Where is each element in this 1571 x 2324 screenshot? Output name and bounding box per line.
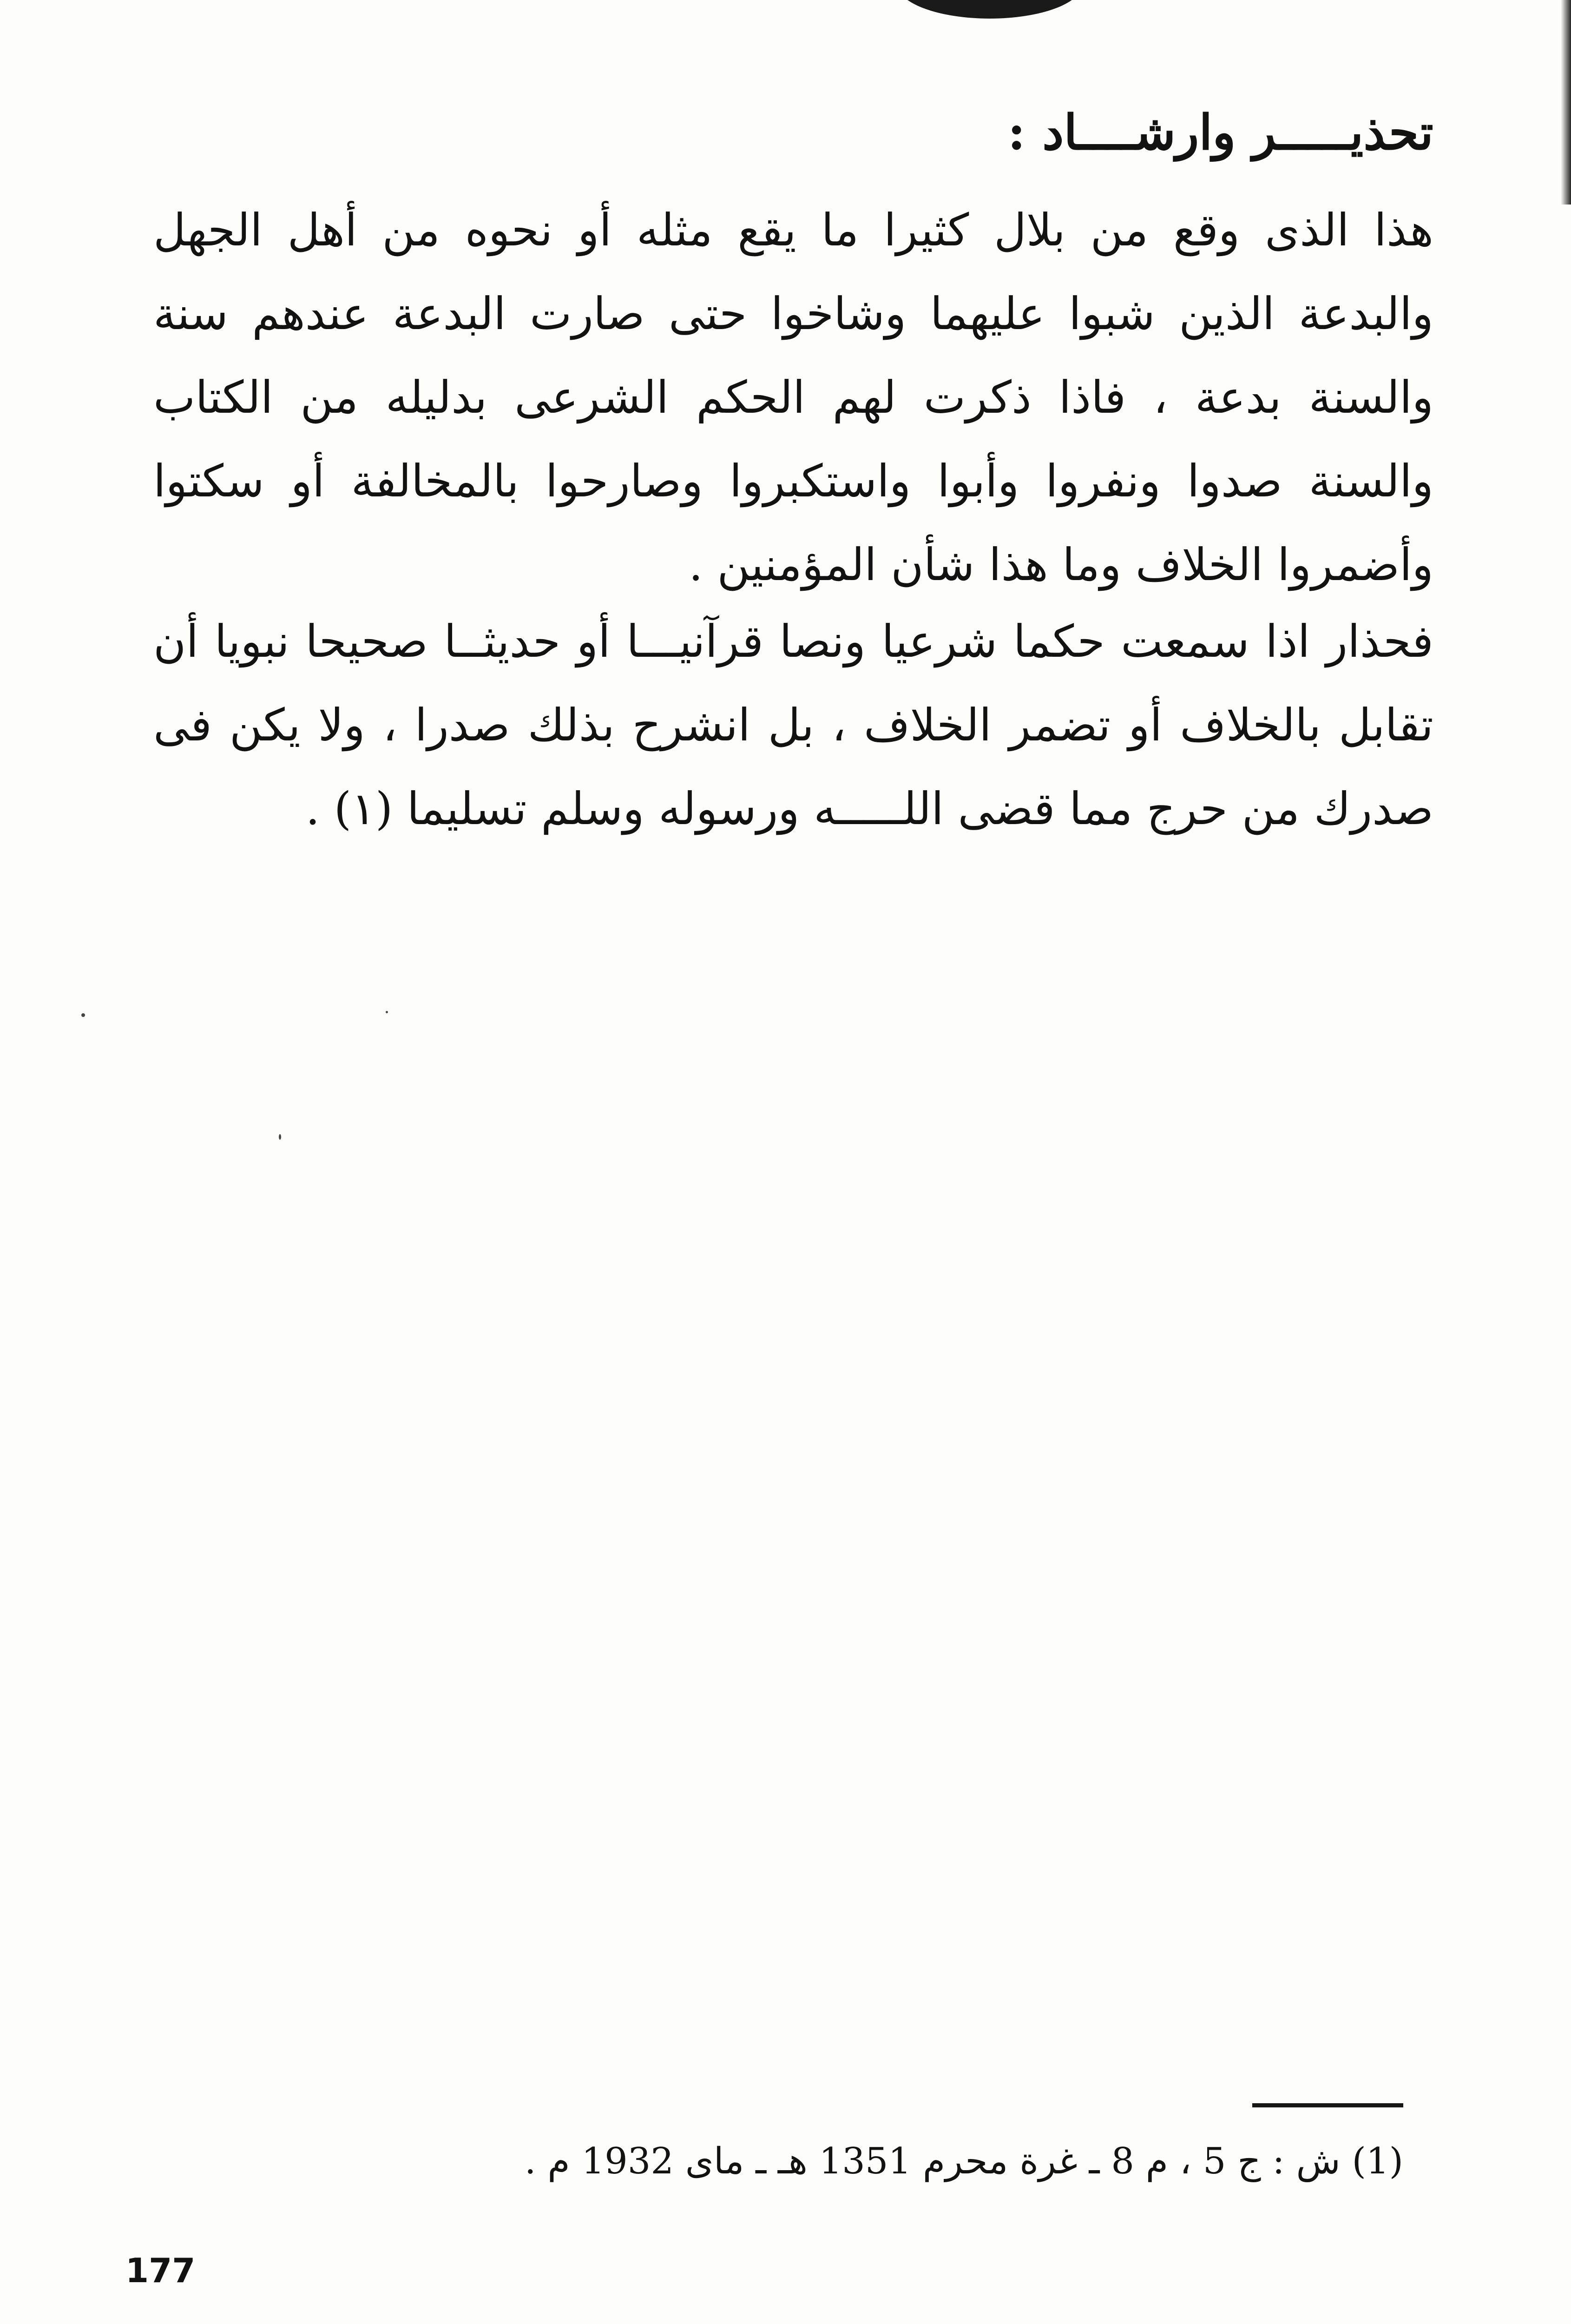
page-edge-shadow bbox=[1561, 0, 1571, 205]
section-heading: تحذيـــــر وارشــــاد : bbox=[1007, 104, 1433, 161]
paragraph-1: هذا الذى وقع من بلال كثيرا ما يقع مثله أو نحوه من أهل الجهل والبدعة الذين شبوا عليهما وشاخوا حتى صارت البدعة عندهم سنة والسنة بدعة ، فاذا ذكرت لهم الحكم الشرعى بدليله من الكتاب والسنة صدوا ونفروا وأبوا واستكبروا وصارحوا بالمخالفة أو سكتوا وأضمروا الخلاف وما هذا شأن المؤمنين . bbox=[153, 204, 1433, 591]
scan-speck bbox=[386, 1011, 388, 1013]
footnote-separator bbox=[1252, 2103, 1403, 2107]
scan-blot bbox=[897, 0, 1083, 19]
scan-speck bbox=[81, 1013, 85, 1017]
scan-speck bbox=[279, 1134, 281, 1140]
footnote: (1) ش : ج 5 ، م 8 ـ غرة محرم 1351 هـ ـ ماى 1932 م . bbox=[524, 2140, 1403, 2182]
paragraph-2: فحذار اذا سمعت حكما شرعيا ونصا قرآنيـــا أو حديثــا صحيحا نبويا أن تقابل بالخلاف أو تضمر الخلاف ، بل انشرح بذلك صدرا ، ولا يكن فى صدرك من حرج مما قضى اللـــــه ورسوله وسلم تسليما (١) . bbox=[153, 615, 1433, 835]
page-number: 177 bbox=[125, 2251, 196, 2290]
